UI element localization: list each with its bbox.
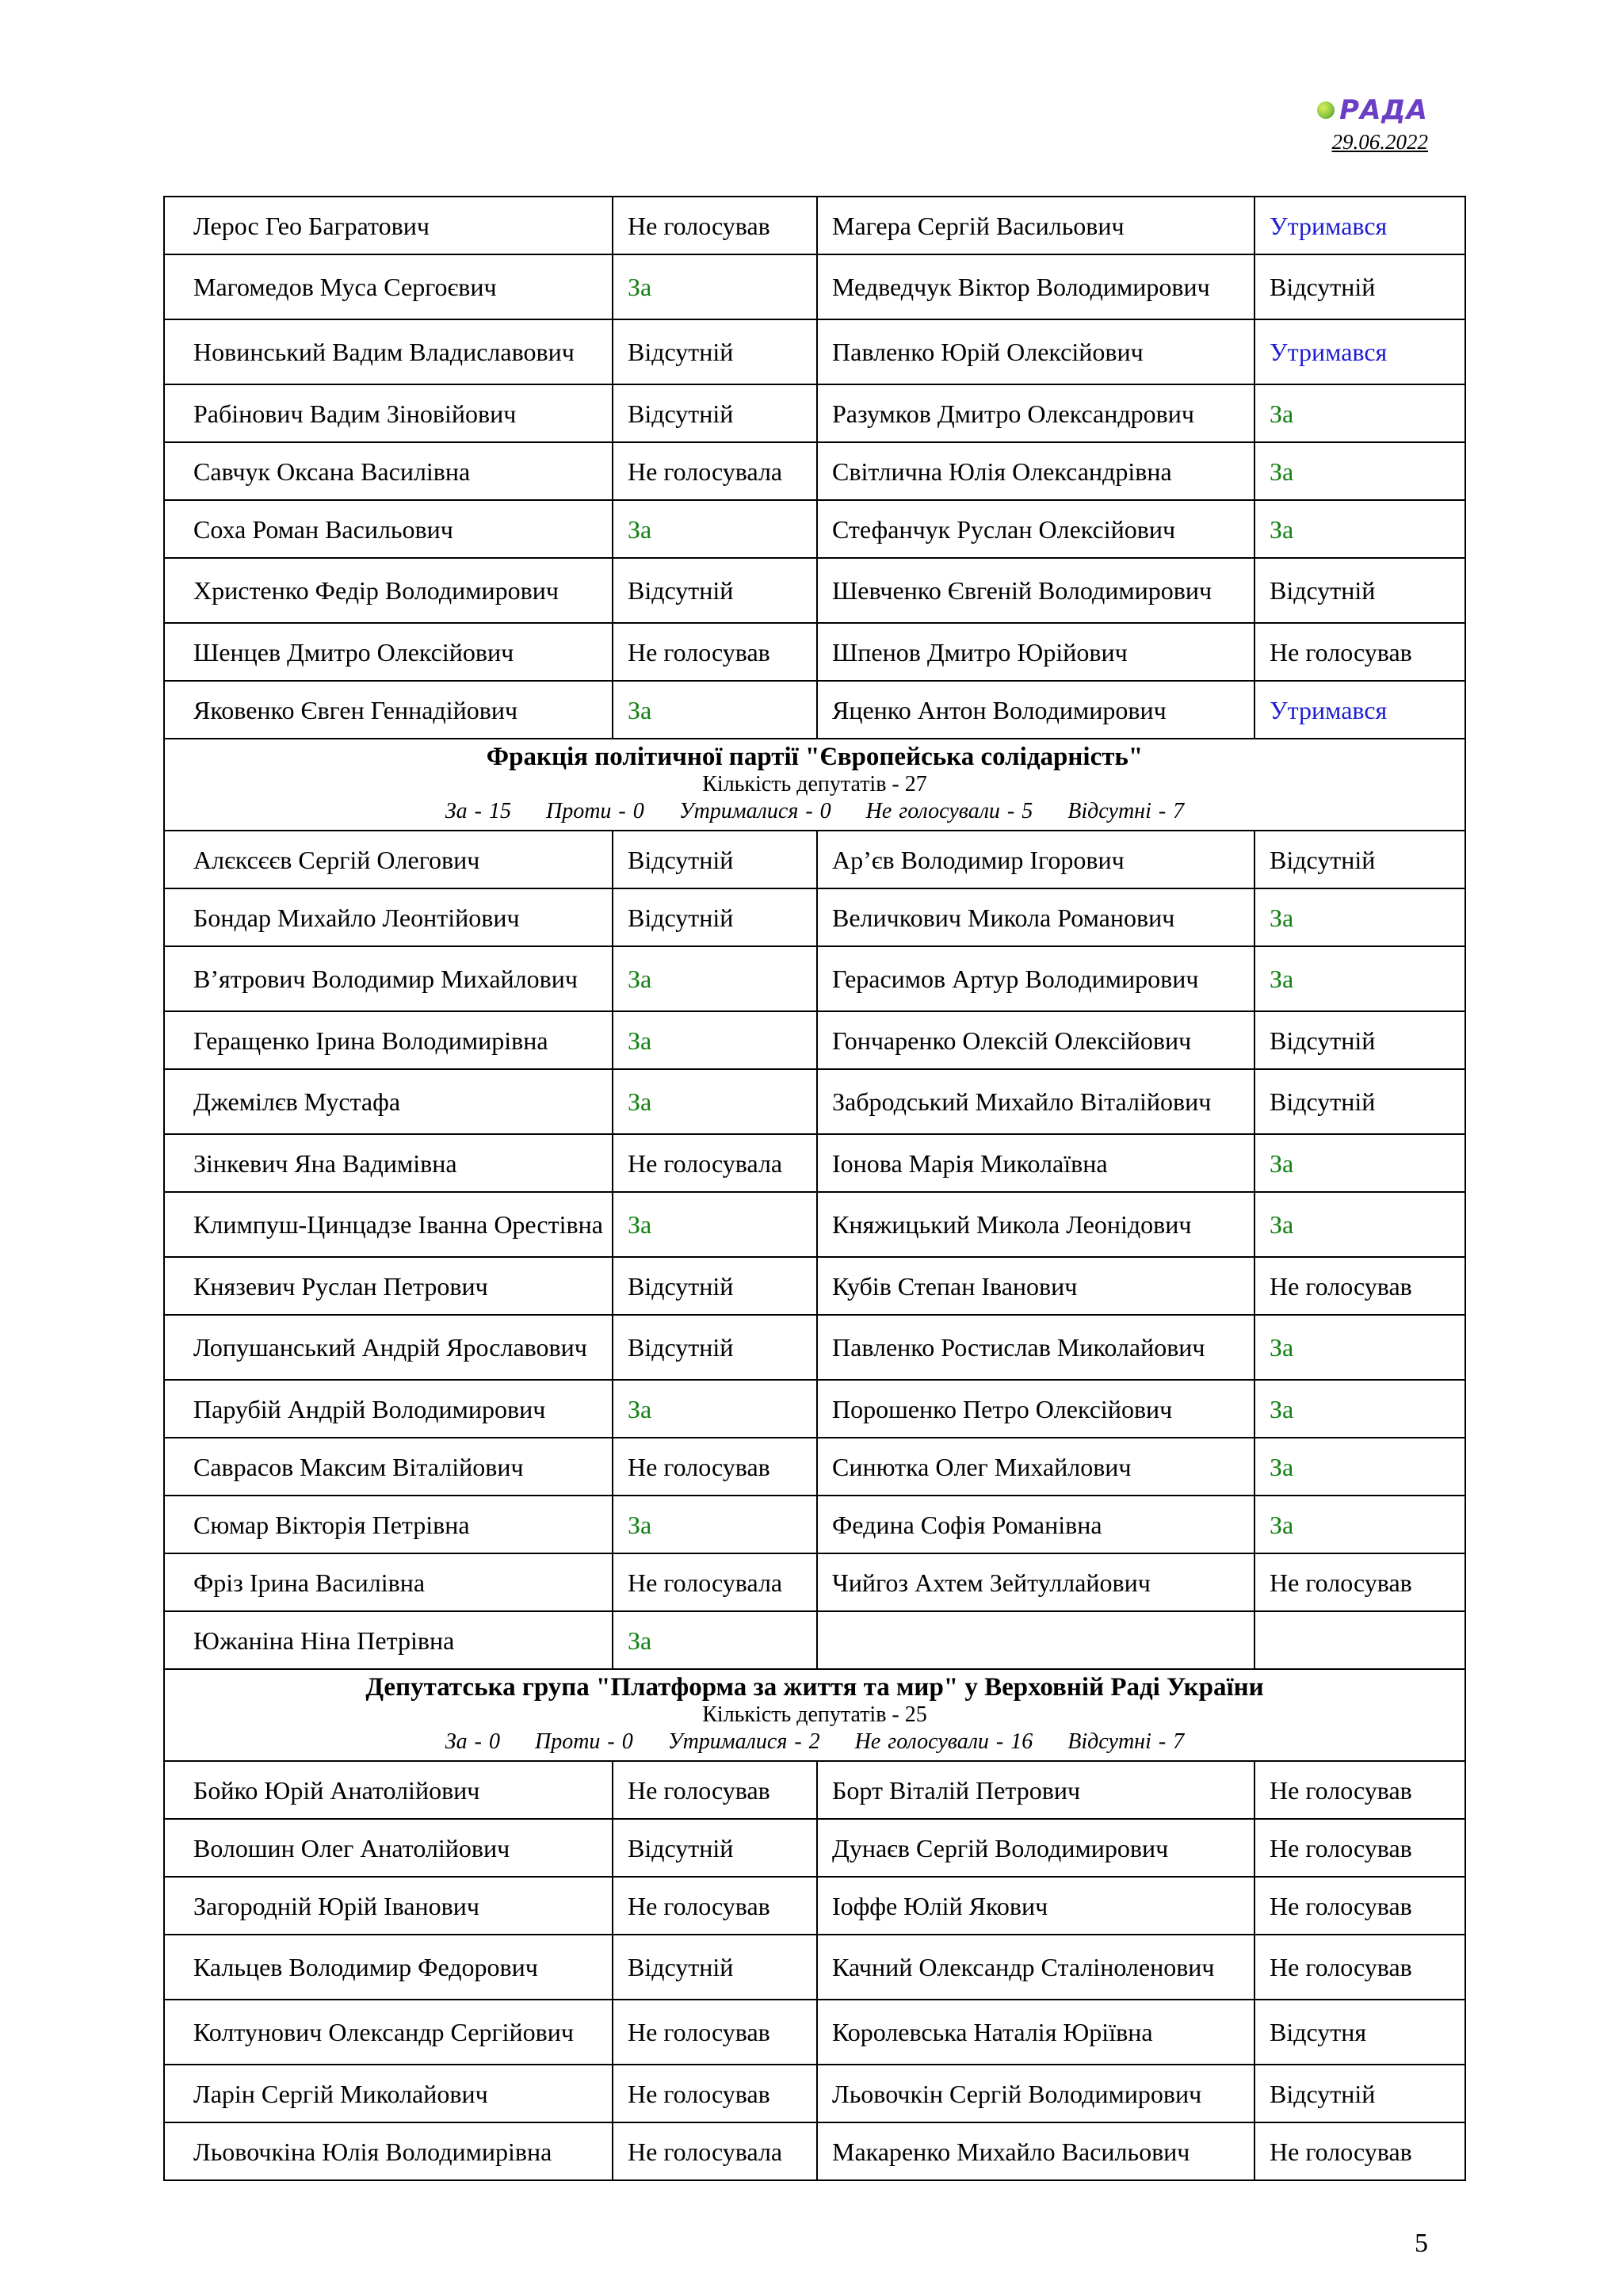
deputy-name: Колтунович Олександр Сергійович — [164, 2000, 613, 2065]
deputy-name: Іонова Марія Миколаївна — [817, 1134, 1254, 1192]
deputy-name: Алєксєєв Сергій Олегович — [164, 831, 613, 888]
deputy-row — [164, 1315, 1465, 1380]
deputy-name: Павленко Юрій Олексійович — [817, 319, 1254, 384]
deputy-name: Фріз Ірина Василівна — [164, 1553, 613, 1611]
deputy-name: Соха Роман Васильович — [164, 500, 613, 558]
vote-result: Не голосував — [613, 197, 817, 254]
vote-result: За — [1254, 442, 1465, 500]
vote-result: За — [613, 1380, 817, 1438]
deputy-name: В’ятрович Володимир Михайлович — [164, 946, 613, 1011]
deputy-row — [164, 888, 1465, 946]
vote-result: Не голосувала — [613, 1134, 817, 1192]
vote-result: Відсутній — [1254, 831, 1465, 888]
deputy-row — [164, 1761, 1465, 1819]
vote-result: Не голосував — [1254, 1935, 1465, 2000]
deputy-row — [164, 1877, 1465, 1935]
deputy-row — [164, 681, 1465, 739]
deputy-name: Новинський Вадим Владиславович — [164, 319, 613, 384]
deputy-name: Южаніна Ніна Петрівна — [164, 1611, 613, 1669]
document-date: 29.06.2022 — [1331, 130, 1428, 154]
deputy-name: Бойко Юрій Анатолійович — [164, 1761, 613, 1819]
vote-result: За — [1254, 500, 1465, 558]
deputy-name: Лерос Гео Багратович — [164, 197, 613, 254]
page-header — [1222, 94, 1428, 160]
deputy-name: Рабінович Вадим Зіновійович — [164, 384, 613, 442]
deputy-row — [164, 1611, 1465, 1669]
deputy-name: Шевченко Євгеній Володимирович — [817, 558, 1254, 623]
vote-result: Не голосувала — [613, 2122, 817, 2180]
vote-result: Утримався — [1254, 197, 1465, 254]
deputy-name: Лопушанський Андрій Ярославович — [164, 1315, 613, 1380]
deputy-name: Савчук Оксана Василівна — [164, 442, 613, 500]
deputy-name: Христенко Федір Володимирович — [164, 558, 613, 623]
deputy-row — [164, 1553, 1465, 1611]
deputy-name: Князевич Руслан Петрович — [164, 1257, 613, 1315]
faction-stat: За - 15 — [445, 799, 511, 823]
deputy-row — [164, 1380, 1465, 1438]
deputy-row — [164, 1134, 1465, 1192]
logo-dot-icon — [1317, 101, 1335, 119]
deputy-name: Джемілєв Мустафа — [164, 1069, 613, 1134]
faction-title: Фракція політичної партії "Європейська солідарність" — [486, 743, 1144, 771]
vote-result: Утримався — [1254, 681, 1465, 739]
logo-text: РАДА — [1339, 94, 1428, 126]
faction-stat: За - 0 — [445, 1729, 500, 1754]
faction-vote-stats — [165, 1729, 1465, 1755]
deputy-name: Світлична Юлія Олександрівна — [817, 442, 1254, 500]
deputy-row — [164, 2000, 1465, 2065]
vote-result: Відсутній — [1254, 254, 1465, 319]
deputy-name: Дунаєв Сергій Володимирович — [817, 1819, 1254, 1877]
vote-result: Відсутній — [1254, 1069, 1465, 1134]
deputy-row — [164, 319, 1465, 384]
deputy-name: Ларін Сергій Миколайович — [164, 2065, 613, 2122]
vote-result: Не голосував — [1254, 623, 1465, 681]
deputy-row — [164, 500, 1465, 558]
deputy-name: Медведчук Віктор Володимирович — [817, 254, 1254, 319]
vote-result: За — [613, 254, 817, 319]
vote-result: Не голосував — [1254, 1553, 1465, 1611]
deputy-name: Геращенко Ірина Володимирівна — [164, 1011, 613, 1069]
vote-result: Відсутній — [1254, 2065, 1465, 2122]
vote-result: За — [613, 1069, 817, 1134]
rada-logo — [1317, 94, 1428, 126]
deputy-row — [164, 1257, 1465, 1315]
deputy-name — [817, 1611, 1254, 1669]
vote-result: Не голосував — [613, 623, 817, 681]
vote-result: Не голосував — [613, 2065, 817, 2122]
faction-stat: Відсутні - 7 — [1067, 799, 1185, 823]
vote-result: Відсутній — [613, 384, 817, 442]
vote-result: За — [1254, 1192, 1465, 1257]
vote-result: Відсутній — [613, 831, 817, 888]
faction-stat: Проти - 0 — [545, 799, 644, 823]
vote-result: Утримався — [1254, 319, 1465, 384]
deputy-name: Чийгоз Ахтем Зейтуллайович — [817, 1553, 1254, 1611]
faction-stat: Утрималися - 2 — [667, 1729, 820, 1754]
faction-stat: Відсутні - 7 — [1067, 1729, 1185, 1754]
deputy-name: Федина Софія Романівна — [817, 1496, 1254, 1553]
vote-result: За — [1254, 888, 1465, 946]
deputy-name: Качний Олександр Сталіноленович — [817, 1935, 1254, 2000]
deputy-row — [164, 831, 1465, 888]
faction-header-row — [164, 1669, 1465, 1761]
deputy-row — [164, 1935, 1465, 2000]
deputy-row — [164, 2122, 1465, 2180]
vote-result: За — [613, 1611, 817, 1669]
faction-header-row — [164, 739, 1465, 831]
faction-stat: Не голосували - 5 — [865, 799, 1033, 823]
vote-result: Відсутній — [613, 1819, 817, 1877]
faction-header — [164, 1669, 1465, 1761]
vote-result: За — [613, 1011, 817, 1069]
deputy-row — [164, 1011, 1465, 1069]
vote-result: Відсутній — [1254, 558, 1465, 623]
faction-header — [164, 739, 1465, 831]
vote-result: Не голосував — [613, 1877, 817, 1935]
deputy-name: Саврасов Максим Віталійович — [164, 1438, 613, 1496]
deputy-name: Зінкевич Яна Вадимівна — [164, 1134, 613, 1192]
faction-deputy-count: Кількість депутатів - 27 — [702, 772, 927, 797]
vote-result — [1254, 1611, 1465, 1669]
vote-result: Не голосував — [613, 1761, 817, 1819]
deputy-row — [164, 558, 1465, 623]
deputy-name: Яценко Антон Володимирович — [817, 681, 1254, 739]
deputy-name: Льовочкін Сергій Володимирович — [817, 2065, 1254, 2122]
vote-result: Відсутній — [613, 1935, 817, 2000]
vote-result: За — [1254, 1134, 1465, 1192]
deputy-name: Яковенко Євген Геннадійович — [164, 681, 613, 739]
deputy-name: Магомедов Муса Сергоєвич — [164, 254, 613, 319]
deputy-name: Забродський Михайло Віталійович — [817, 1069, 1254, 1134]
faction-stat: Проти - 0 — [534, 1729, 633, 1754]
deputy-name: Величкович Микола Романович — [817, 888, 1254, 946]
deputy-row — [164, 442, 1465, 500]
faction-title: Депутатська група "Платформа за життя та мир" у Верховній Раді України — [365, 1673, 1264, 1702]
deputy-name: Королевська Наталія Юріївна — [817, 2000, 1254, 2065]
vote-result: Не голосував — [613, 2000, 817, 2065]
vote-result: За — [1254, 384, 1465, 442]
vote-result: За — [613, 500, 817, 558]
faction-vote-stats — [165, 798, 1465, 825]
vote-result: Відсутня — [1254, 2000, 1465, 2065]
deputy-name: Макаренко Михайло Васильович — [817, 2122, 1254, 2180]
deputy-row — [164, 1496, 1465, 1553]
deputy-name: Іоффе Юлій Якович — [817, 1877, 1254, 1935]
vote-result: Не голосував — [1254, 1761, 1465, 1819]
vote-result: За — [1254, 1315, 1465, 1380]
deputy-name: Стефанчук Руслан Олексійович — [817, 500, 1254, 558]
deputy-row — [164, 2065, 1465, 2122]
vote-result: Не голосувала — [613, 1553, 817, 1611]
page-number: 5 — [1415, 2229, 1428, 2258]
deputy-name: Климпуш-Цинцадзе Іванна Орестівна — [164, 1192, 613, 1257]
deputy-name: Борт Віталій Петрович — [817, 1761, 1254, 1819]
deputy-name: Кальцев Володимир Федорович — [164, 1935, 613, 2000]
vote-result: Відсутній — [613, 558, 817, 623]
deputy-name: Княжицький Микола Леонідович — [817, 1192, 1254, 1257]
deputy-name: Ар’єв Володимир Ігорович — [817, 831, 1254, 888]
vote-result: За — [1254, 1380, 1465, 1438]
deputy-row — [164, 384, 1465, 442]
vote-result: Не голосував — [1254, 1819, 1465, 1877]
vote-result: За — [1254, 946, 1465, 1011]
faction-stat: Утрималися - 0 — [678, 799, 831, 823]
deputy-name: Порошенко Петро Олексійович — [817, 1380, 1254, 1438]
deputy-row — [164, 1192, 1465, 1257]
deputy-name: Волошин Олег Анатолійович — [164, 1819, 613, 1877]
deputy-name: Бондар Михайло Леонтійович — [164, 888, 613, 946]
deputy-row — [164, 1819, 1465, 1877]
vote-result: Відсутній — [613, 319, 817, 384]
vote-result: За — [613, 1192, 817, 1257]
vote-results-table — [163, 196, 1466, 2181]
deputy-name: Шенцев Дмитро Олексійович — [164, 623, 613, 681]
vote-result: Не голосував — [1254, 1257, 1465, 1315]
vote-result: Не голосував — [613, 1438, 817, 1496]
deputy-name: Льовочкіна Юлія Володимирівна — [164, 2122, 613, 2180]
deputy-row — [164, 197, 1465, 254]
vote-result: За — [1254, 1496, 1465, 1553]
deputy-row — [164, 623, 1465, 681]
faction-deputy-count: Кількість депутатів - 25 — [702, 1702, 927, 1727]
deputy-name: Разумков Дмитро Олександрович — [817, 384, 1254, 442]
faction-stat: Не голосували - 16 — [854, 1729, 1033, 1754]
deputy-name: Шпенов Дмитро Юрійович — [817, 623, 1254, 681]
vote-result: Не голосувала — [613, 442, 817, 500]
vote-result: Не голосував — [1254, 1877, 1465, 1935]
vote-result: Відсутній — [613, 1315, 817, 1380]
deputy-row — [164, 254, 1465, 319]
vote-result: За — [1254, 1438, 1465, 1496]
vote-result: За — [613, 1496, 817, 1553]
vote-result: За — [613, 681, 817, 739]
vote-result: Відсутній — [1254, 1011, 1465, 1069]
deputy-name: Кубів Степан Іванович — [817, 1257, 1254, 1315]
deputy-name: Герасимов Артур Володимирович — [817, 946, 1254, 1011]
deputy-name: Гончаренко Олексій Олексійович — [817, 1011, 1254, 1069]
deputy-name: Магера Сергій Васильович — [817, 197, 1254, 254]
deputy-name: Сюмар Вікторія Петрівна — [164, 1496, 613, 1553]
deputy-row — [164, 946, 1465, 1011]
deputy-row — [164, 1069, 1465, 1134]
deputy-name: Загородній Юрій Іванович — [164, 1877, 613, 1935]
vote-result: Відсутній — [613, 888, 817, 946]
deputy-name: Синютка Олег Михайлович — [817, 1438, 1254, 1496]
deputy-row — [164, 1438, 1465, 1496]
deputy-name: Парубій Андрій Володимирович — [164, 1380, 613, 1438]
vote-result: Не голосував — [1254, 2122, 1465, 2180]
vote-result: Відсутній — [613, 1257, 817, 1315]
deputy-name: Павленко Ростислав Миколайович — [817, 1315, 1254, 1380]
vote-result: За — [613, 946, 817, 1011]
